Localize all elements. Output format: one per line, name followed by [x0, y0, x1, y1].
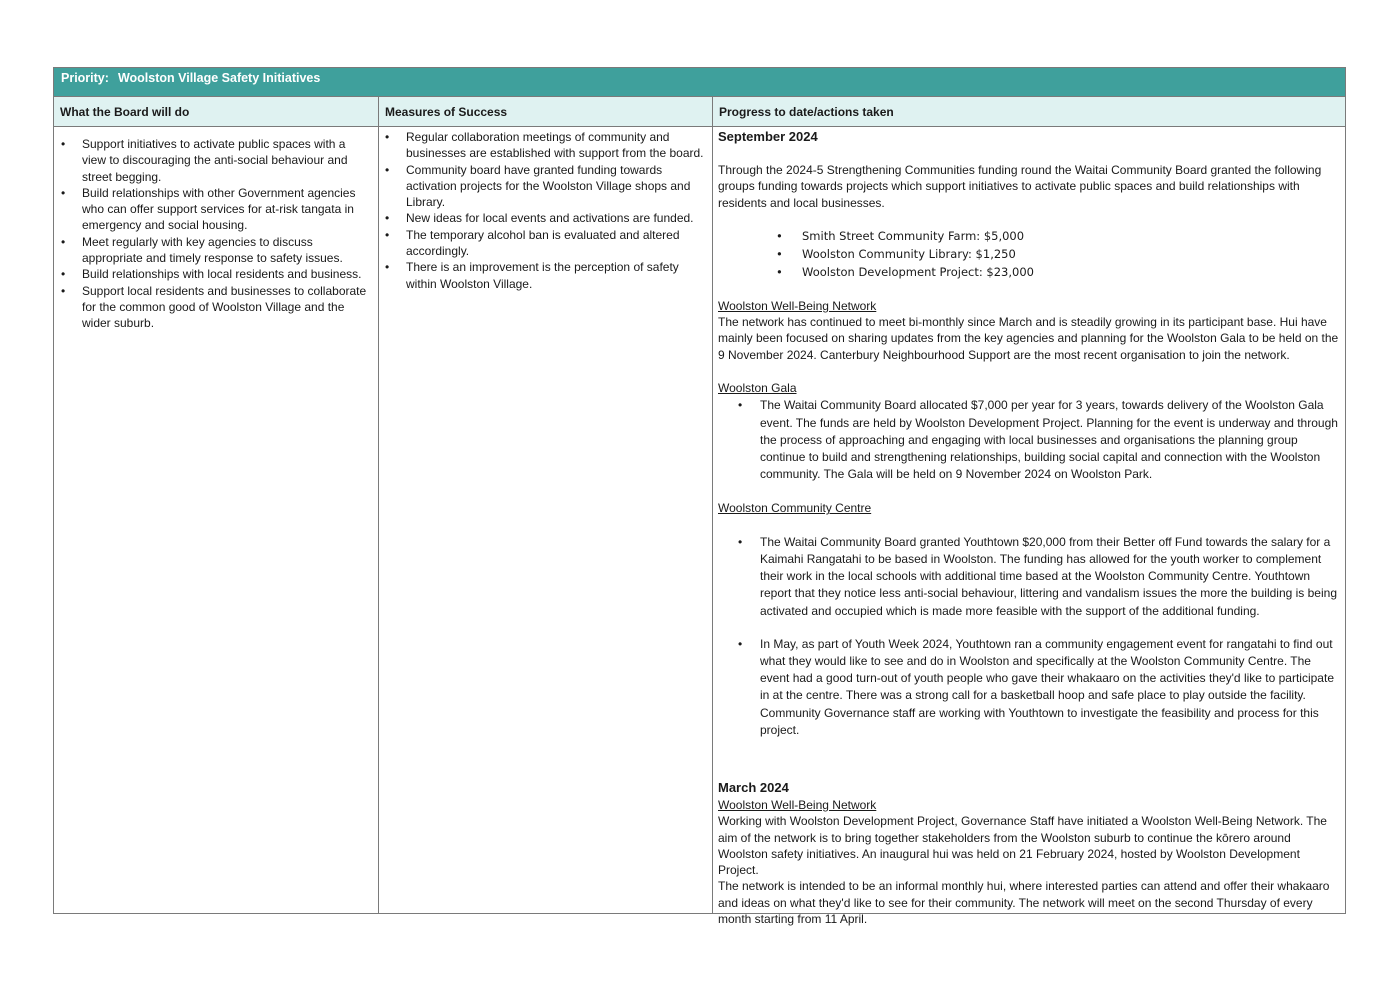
network-update: The network has continued to meet bi-monthly since March and is steadily growing in its participant base. Hui have mainly been focused on sharing updates from the key agencies and planning for the Woolston Gala to be held on the 9 November 2024. Canterbury Neighbourhood Support are the most recent organisation to join the network. — [718, 315, 1339, 362]
network-subheading: Woolston Well-Being Network — [718, 298, 877, 313]
gala-subheading: Woolston Gala — [718, 381, 797, 396]
gala-list — [718, 397, 1341, 483]
list-item: • The temporary alcohol ban is evaluated and altered accordingly. — [406, 227, 706, 260]
priority-table — [53, 67, 1346, 926]
list-item: • Woolston Community Library: $1,250 — [802, 245, 1341, 263]
march-network-text: Working with Woolston Development Project, Governance Staff have initiated a Woolston Well-Being Network. The aim of the network is to bring together stakeholders from the Woolston suburb to continue the kōrero around Woolston safety initiatives. An inaugural hui was held on 21 February 2024, hosted by Woolston Development Project. — [718, 814, 1327, 878]
community-centre-subheading: Woolston Community Centre — [718, 501, 872, 516]
september-intro: Through the 2024-5 Strengthening Communities funding round the Waitai Community Board granted the following groups funding towards projects which support initiatives to activate public spaces and build relationships with residents and local businesses. — [718, 163, 1322, 210]
list-item: • Support local residents and businesses to collaborate for the common good of Woolston Village and the wider suburb. — [82, 283, 372, 332]
list-item: • Community board have granted funding towards activation projects for the Woolston Village shops and Library. — [406, 162, 706, 211]
measures-list — [385, 129, 706, 292]
list-item: • Build relationships with other Government agencies who can offer support services for at-risk tangata in emergency and social housing. — [82, 185, 372, 234]
priority-label: Priority: — [61, 71, 109, 85]
list-item: • Woolston Development Project: $23,000 — [802, 263, 1341, 281]
board-actions-cell — [54, 127, 379, 913]
priority-title: Woolston Village Safety Initiatives — [117, 71, 321, 85]
header-progress: Progress to date/actions taken — [719, 105, 894, 119]
list-item: • Build relationships with local residents and business. — [82, 266, 372, 282]
march-heading: March 2024 — [718, 779, 789, 795]
header-measures: Measures of Success — [379, 97, 713, 126]
march-network-subheading: Woolston Well-Being Network — [718, 797, 877, 812]
list-item: • There is an improvement is the perception of safety within Woolston Village. — [406, 259, 706, 292]
march-network-plan: The network is intended to be an informal monthly hui, where interested parties can attend and offer their whakaaro and ideas on what they'd like to see for their community. The network will meet on the second Thursday of every month starting from 11 April. — [718, 879, 1330, 926]
measures-cell — [379, 127, 713, 913]
progress-cell — [713, 127, 1345, 926]
list-item: • Smith Street Community Farm: $5,000 — [802, 227, 1341, 245]
content-row — [54, 127, 1345, 926]
board-actions-list — [60, 136, 372, 332]
list-item: • The Waitai Community Board granted Youthtown $20,000 from their Better off Fund towards the salary for a Kaimahi Rangatahi to be based in Woolston. The funding has allowed for the youth worker to complement their work in the local schools with additional time based at the Woolston Community Centre. Youthtown report that they notice less anti-social behaviour, littering and vandalism issues the more the building is being activated and occupied which is made more feasible with the support of the additional funding. — [760, 534, 1341, 620]
list-item: • Meet regularly with key agencies to discuss appropriate and timely response to safety issues. — [82, 234, 372, 267]
list-item: • In May, as part of Youth Week 2024, Youthtown ran a community engagement event for rangatahi to find out what they would like to see and do in Woolston and specifically at the Woolston Community Centre. The event had a good turn-out of youth people who gave their whakaaro on the activities they'd like to participate in at the centre. There was a strong call for a basketball hoop and safe place to play outside the facility. Community Governance staff are working with Youthtown to investigate the feasibility and process for this project. — [760, 636, 1341, 739]
priority-banner — [54, 68, 1345, 97]
list-item: • Regular collaboration meetings of community and businesses are established with support from the board. — [406, 129, 706, 162]
list-item: • Support initiatives to activate public spaces with a view to discouraging the anti-social behaviour and street begging. — [82, 136, 372, 185]
grants-list — [718, 227, 1341, 281]
list-item: • The Waitai Community Board allocated $7,000 per year for 3 years, towards delivery of the Woolston Gala event. The funds are held by Woolston Development Project. Planning for the event is underway and through the process of approaching and engaging with local businesses and organisations the planning group continue to build and strengthening relationships, building social capital and connection with the Woolston community. The Gala will be held on 9 November 2024 on Woolston Park. — [760, 397, 1341, 483]
september-heading: September 2024 — [718, 129, 818, 144]
column-header-row — [54, 97, 1345, 127]
community-centre-list — [718, 534, 1341, 739]
header-board: What the Board will do — [54, 97, 379, 126]
list-item: • New ideas for local events and activations are funded. — [406, 210, 706, 226]
